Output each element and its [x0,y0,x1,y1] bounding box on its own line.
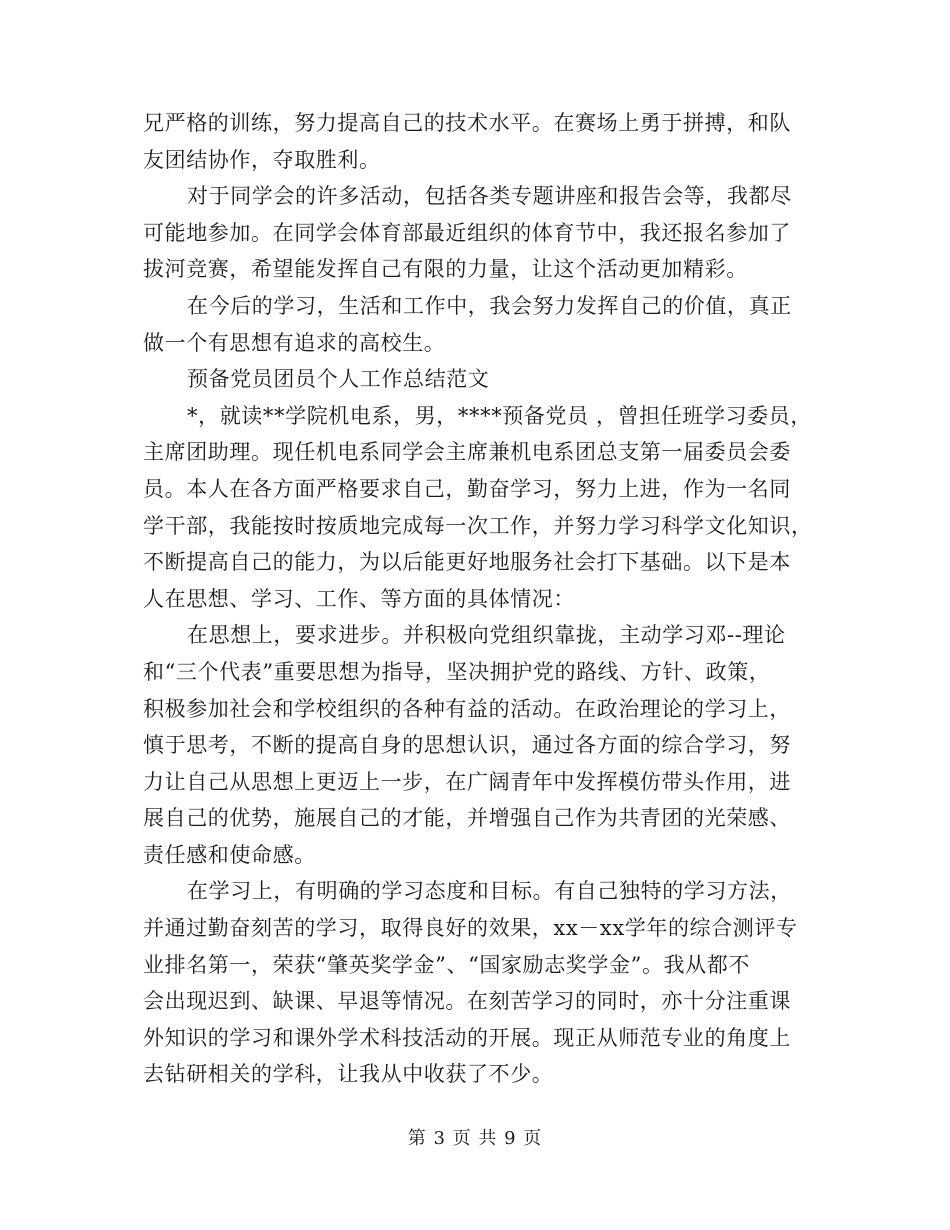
text-line: 拔河竞赛，希望能发挥自己有限的力量，让这个活动更加精彩。 [143,257,748,282]
text-line: 员。本人在各方面严格要求自己，勤奋学习，努力上进，作为一名同 [143,476,791,501]
page-number-footer: 第 3 页 共 9 页 [407,1128,543,1149]
text-line: 展自己的优势，施展自己的才能，并增强自己作为共青团的光荣感、 [143,806,791,831]
text-line: 在思想上，要求进步。并积极向党组织靠拢，主动学习邓--理论 [187,623,786,648]
text-line: 并通过勤奋刻苦的学习，取得良好的效果，xx－xx学年的综合测评专 [143,916,798,941]
document-body [143,105,813,1093]
section-heading: 预备党员团员个人工作总结范文 [187,367,490,392]
text-line: 对于同学会的许多活动，包括各类专题讲座和报告会等，我都尽 [187,184,792,209]
text-line: 责任感和使命感。 [143,842,316,867]
text-line: 在学习上，有明确的学习态度和目标。有自己独特的学习方法， [187,879,792,904]
text-line: 在今后的学习，生活和工作中，我会努力发挥自己的价值，真正 [187,293,792,318]
text-line: 和“三个代表”重要思想为指导，坚决拥护党的路线、方针、政策， [143,659,771,684]
text-line: *，就读**学院机电系，男，****预备党员 ，曾担任班学习委员， [187,403,812,428]
text-line: 不断提高自己的能力，为以后能更好地服务社会打下基础。以下是本 [143,550,791,575]
text-line: 慎于思考，不断的提高自身的思想认识，通过各方面的综合学习，努 [143,733,791,758]
text-line: 友团结协作，夺取胜利。 [143,147,381,172]
text-line: 业排名第一，荣获“肇英奖学金”、“国家励志奖学金”。我从都不 [143,952,750,977]
text-line: 力让自己从思想上更迈上一步，在广阔青年中发挥模仿带头作用，进 [143,769,791,794]
text-line: 人在思想、学习、工作、等方面的具体情况： [143,586,575,611]
text-line: 会出现迟到、缺课、早退等情况。在刻苦学习的同时，亦十分注重课 [143,989,791,1014]
text-line: 学干部，我能按时按质地完成每一次工作，并努力学习科学文化知识， [143,513,813,538]
text-line: 外知识的学习和课外学术科技活动的开展。现正从师范专业的角度上 [143,1025,791,1050]
text-line: 做一个有思想有追求的高校生。 [143,330,446,355]
text-line: 积极参加社会和学校组织的各种有益的活动。在政治理论的学习上， [143,696,791,721]
text-line: 兄严格的训练，努力提高自己的技术水平。在赛场上勇于拼搏，和队 [143,111,791,135]
text-line: 可能地参加。在同学会体育部最近组织的体育节中，我还报名参加了 [143,220,791,245]
text-line: 去钻研相关的学科，让我从中收获了不少。 [143,1062,554,1087]
text-line: 主席团助理。现任机电系同学会主席兼机电系团总支第一届委员会委 [143,440,791,465]
